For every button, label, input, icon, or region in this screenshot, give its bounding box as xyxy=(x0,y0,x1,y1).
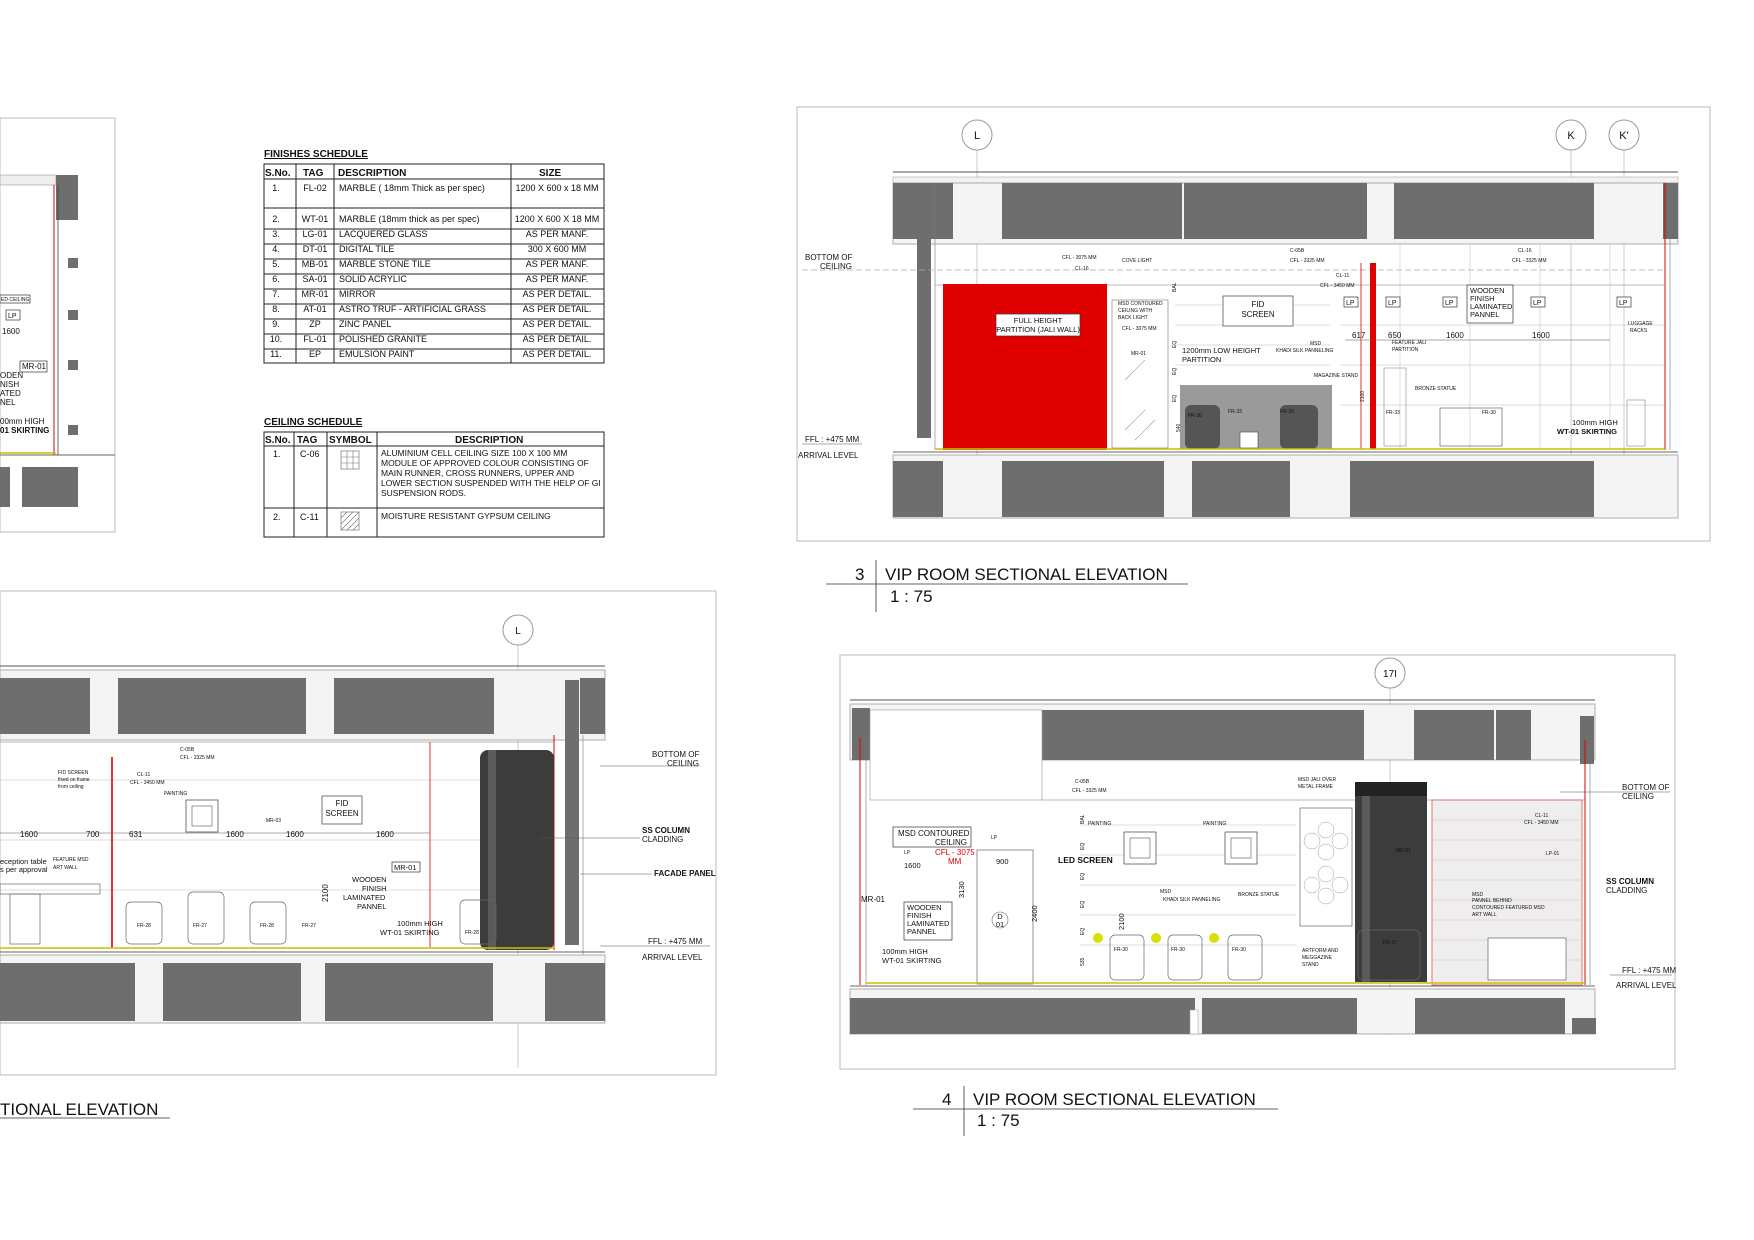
d4-dim-2100: 2100 xyxy=(1117,913,1126,930)
d3-low-partition-2: PARTITION xyxy=(1182,355,1222,364)
finishes-cell-size: AS PER MANF. xyxy=(525,274,589,284)
finishes-cell-tag: FL-02 xyxy=(303,183,327,193)
finishes-cell-tag: WT-01 xyxy=(301,214,329,224)
finishes-cell-tag: EP xyxy=(308,349,322,359)
d3-wooden-2: FINISH xyxy=(1470,294,1495,303)
d4-door-tag-2: 01 xyxy=(995,920,1005,929)
finishes-cell-sno: 3. xyxy=(272,229,280,239)
d4-dim-3130: 3130 xyxy=(957,881,966,898)
d4-led-screen: LED SCREEN xyxy=(1058,855,1113,865)
finishes-cell-sno: 8. xyxy=(272,304,280,314)
annotation-label: BRONZE STATUE xyxy=(1415,386,1457,392)
annotation-label: MAGAZINE STAND xyxy=(1314,373,1359,379)
d3-skirting-2: WT-01 SKIRTING xyxy=(1557,427,1618,436)
finishes-header-tag: TAG xyxy=(303,168,324,179)
annotation-label: MR-01 xyxy=(1396,848,1412,854)
drawing-4-title-block xyxy=(913,1086,1278,1136)
annotation-label: PANNEL BEHIND xyxy=(1472,898,1512,904)
annotation-label: MSD JALI OVER xyxy=(1298,777,1337,783)
finishes-cell-sno: 6. xyxy=(272,274,280,284)
lb-grid-bubble: L xyxy=(515,626,521,637)
finishes-cell-description: MARBLE ( 18mm Thick as per spec) xyxy=(339,183,485,193)
finishes-cell-sno: 2. xyxy=(272,214,280,224)
annotation-label: BAL xyxy=(1080,814,1086,824)
left-top-skirting-1: 00mm HIGH xyxy=(0,417,45,426)
lb-dim-3: 631 xyxy=(129,830,143,839)
annotation-label: RACKS xyxy=(1630,328,1648,334)
finishes-cell-size: AS PER DETAIL. xyxy=(522,304,592,314)
drawing-3-elevation xyxy=(797,107,1710,541)
annotation-label: LUGGAGE xyxy=(1628,321,1653,327)
d3-bottom-ceiling-2: CEILING xyxy=(820,262,853,271)
finishes-cell-sno: 1. xyxy=(272,183,280,193)
lb-bottom-ceiling-1: BOTTOM OF xyxy=(652,750,700,759)
d4-wall-panels xyxy=(1080,825,1296,945)
jali-screen xyxy=(1300,808,1352,926)
d3-skirting-1: 100mm HIGH xyxy=(1572,418,1618,427)
annotation-label: C-05B xyxy=(1290,248,1305,254)
annotation-label: CFL - 3325 MM xyxy=(1290,258,1325,264)
annotation-label: FR-28 xyxy=(260,923,274,929)
finishes-cell-size: AS PER DETAIL. xyxy=(522,289,592,299)
d4-ffl: FFL : +475 MM xyxy=(1622,966,1677,975)
d4-title: VIP ROOM SECTIONAL ELEVATION xyxy=(973,1090,1256,1109)
annotation-label: EQ xyxy=(1172,367,1178,375)
annotation-label: FR-27 xyxy=(1383,940,1397,946)
annotation-label: ART WALL xyxy=(53,865,78,871)
d4-ss-label-1: SS COLUMN xyxy=(1606,877,1654,886)
left-top-wooden-2: NISH xyxy=(0,380,20,389)
lb-fid-1: FID xyxy=(335,799,349,808)
d3-dim-1600-a: 1600 xyxy=(1446,331,1464,340)
annotation-label: MR-03 xyxy=(266,818,282,824)
annotation-label: FR-30 xyxy=(1482,410,1496,416)
annotation-label: fixed on frame xyxy=(58,777,90,783)
d4-bottom-ceiling-2: CEILING xyxy=(1622,792,1655,801)
left-top-wooden-3: ATED xyxy=(0,389,21,398)
d3-bottom-ceiling-1: BOTTOM OF xyxy=(805,253,853,262)
finishes-header-size: SIZE xyxy=(539,168,562,179)
left-top-skirting-2: 01 SKIRTING xyxy=(0,426,50,435)
finishes-cell-sno: 4. xyxy=(272,244,280,254)
ceiling-header-description: DESCRIPTION xyxy=(455,435,524,446)
annotation-label: CEILING WITH xyxy=(1118,308,1153,314)
ceiling-row2-desc: MOISTURE RESISTANT GYPSUM CEILING xyxy=(381,511,551,521)
finishes-cell-tag: DT-01 xyxy=(302,244,328,254)
ceiling-row1-desc-5: SUSPENSION RODS. xyxy=(381,488,467,498)
annotation-label: LP xyxy=(904,850,911,856)
finishes-cell-description: DIGITAL TILE xyxy=(339,244,395,254)
annotation-label: EQ xyxy=(1080,872,1086,880)
annotation-label: FR-27 xyxy=(193,923,207,929)
finishes-cell-sno: 5. xyxy=(272,259,280,269)
lb-skirting-2: WT-01 SKIRTING xyxy=(380,928,440,937)
d3-lp-5: LP xyxy=(1619,300,1628,307)
jali-wall-partition xyxy=(943,284,1107,450)
finishes-cell-size: 1200 X 600 x 18 MM xyxy=(515,183,599,193)
d4-scale: 1 : 75 xyxy=(977,1111,1020,1130)
lb-dim-5: 1600 xyxy=(286,830,304,839)
lb-reception-2: s per approval xyxy=(0,865,48,874)
lb-wooden-4: PANNEL xyxy=(357,902,387,911)
lb-wooden-2: FINISH xyxy=(362,884,387,893)
annotation-label: ART WALL xyxy=(1472,912,1497,918)
d3-ffl: FFL : +475 MM xyxy=(805,435,860,444)
annotation-label: PAINTING xyxy=(164,791,188,797)
annotation-label: C-05B xyxy=(180,747,195,753)
annotation-label: CFL - 3450 MM xyxy=(1320,283,1355,289)
ceiling-row1-desc-1: ALUMINIUM CELL CEILING SIZE 100 X 100 MM xyxy=(381,448,568,458)
annotation-label: CFL - 3325 MM xyxy=(1072,788,1107,794)
d3-fid-label-1: FID xyxy=(1251,300,1265,309)
lb-dim-1: 1600 xyxy=(20,830,38,839)
left-top-label-ceiling: ED CEILING xyxy=(1,297,30,303)
left-top-wooden-4: NEL xyxy=(0,398,16,407)
ceiling-row1-desc-4: LOWER SECTION SUSPENDED WITH THE HELP OF GI xyxy=(381,478,601,488)
annotation-label: CL-16 xyxy=(1518,248,1532,254)
annotation-label: BRONZE STATUE xyxy=(1238,892,1280,898)
finishes-cell-tag: AT-01 xyxy=(303,304,327,314)
annotation-label: LP-01 xyxy=(1546,851,1560,857)
finishes-cell-tag: MB-01 xyxy=(301,259,329,269)
finishes-cell-sno: 10. xyxy=(269,334,283,344)
lb-bottom-ceiling-2: CEILING xyxy=(667,759,700,768)
annotation-label: EQ xyxy=(1080,842,1086,850)
annotation-label: FR-28 xyxy=(465,930,479,936)
finishes-cell-size: AS PER DETAIL. xyxy=(522,334,592,344)
annotation-label: BACK LIGHT xyxy=(1118,315,1148,321)
annotation-label: PAINTING xyxy=(1203,821,1227,827)
annotation-label: CFL - 3450 MM xyxy=(1524,820,1559,826)
ceiling-row1-sno: 1. xyxy=(273,449,281,459)
annotation-label: KHADI SILK PANNELING xyxy=(1276,348,1334,354)
finishes-cell-description: MARBLE (18mm thick as per spec) xyxy=(339,214,480,224)
annotation-label: EQ xyxy=(1080,927,1086,935)
annotation-label: EQ xyxy=(1172,394,1178,402)
annotation-label: COVE LIGHT xyxy=(1122,258,1153,264)
d3-partition-label-1: FULL HEIGHT xyxy=(1013,316,1063,325)
annotation-label: C-05B xyxy=(1075,779,1090,785)
annotation-label: CFL - 3450 MM xyxy=(130,780,165,786)
ceiling-schedule xyxy=(264,417,604,537)
ceiling-header-symbol: SYMBOL xyxy=(329,435,372,446)
d4-wooden-4: PANNEL xyxy=(907,927,937,936)
annotation-label: CFL - 3075 MM xyxy=(1062,255,1097,261)
lb-skirting-1: 100mm HIGH xyxy=(397,919,443,928)
annotation-label: CFL - 3325 MM xyxy=(180,755,215,761)
annotation-label: 535 xyxy=(1080,957,1086,966)
lb-ss-1: SS COLUMN xyxy=(642,826,690,835)
d4-grid-bubble: 17I xyxy=(1383,669,1397,680)
d3-lp-1: LP xyxy=(1346,300,1355,307)
annotation-label: ARTFORM AND xyxy=(1302,948,1339,954)
d3-fid-label-2: SCREEN xyxy=(1241,310,1275,319)
d3-wooden-3: LAMINATED xyxy=(1470,302,1513,311)
annotation-label: PARTITION xyxy=(1392,347,1419,353)
lb-annotations xyxy=(53,747,479,936)
finishes-header-description: DESCRIPTION xyxy=(338,168,407,179)
lb-wooden-3: LAMINATED xyxy=(343,893,386,902)
annotation-label: FR-30 xyxy=(1171,947,1185,953)
grid-bubble-l: L xyxy=(973,130,981,142)
finishes-cell-sno: 11. xyxy=(270,349,282,359)
annotation-label: MSD xyxy=(1310,341,1322,347)
left-top-dim: 1600 xyxy=(2,327,20,336)
finishes-cell-description: SOLID ACRYLIC xyxy=(339,274,407,284)
left-bottom-elevation xyxy=(0,591,716,1075)
finishes-cell-description: ZINC PANEL xyxy=(339,319,392,329)
finishes-cell-size: AS PER MANF. xyxy=(525,259,589,269)
d3-wooden-4: PANNEL xyxy=(1470,310,1500,319)
d4-wooden-3: LAMINATED xyxy=(907,919,950,928)
finishes-cell-sno: 7. xyxy=(272,289,280,299)
d4-wooden-1: WOODEN xyxy=(907,903,942,912)
ceiling-row1-desc-3: MAIN RUNNER, CROSS RUNNERS, UPPER AND xyxy=(381,468,575,478)
annotation-label: CL-11 xyxy=(137,772,151,778)
ceiling-row2-sno: 2. xyxy=(273,512,281,522)
lb-dim-2100: 2100 xyxy=(321,884,330,902)
ceiling-header-tag: TAG xyxy=(297,435,318,446)
annotation-label: 540 xyxy=(1176,423,1182,432)
drawing-4-elevation xyxy=(840,655,1677,1069)
annotation-label: CFL - 3325 MM xyxy=(1512,258,1547,264)
annotation-label: CL-16 xyxy=(1075,266,1089,272)
d4-wooden-2: FINISH xyxy=(907,911,932,920)
drawing-3-title-block xyxy=(826,560,1188,612)
finishes-cell-description: LACQUERED GLASS xyxy=(339,229,428,239)
annotation-label: EQ xyxy=(1080,900,1086,908)
lb-dim-2: 700 xyxy=(86,830,100,839)
annotation-label: FR-28 xyxy=(137,923,151,929)
d4-msd-1: MSD CONTOURED xyxy=(898,829,970,838)
finishes-cell-size: AS PER DETAIL. xyxy=(522,319,592,329)
annotation-label: FID SCREEN xyxy=(58,770,89,776)
d4-ss-label-2: CLADDING xyxy=(1606,886,1648,895)
grid-bubble-k-prime: K' xyxy=(1619,130,1629,142)
annotation-label: STAND xyxy=(1302,962,1319,968)
annotation-label: BAL xyxy=(1172,282,1178,292)
d3-partition-label-2: PARTITION (JALI WALL) xyxy=(996,325,1080,334)
lb-fid-2: SCREEN xyxy=(325,809,359,818)
left-top-wooden-1: ODEN xyxy=(0,371,24,380)
d4-lamps xyxy=(1093,933,1219,943)
annotation-label: LP xyxy=(991,835,998,841)
finishes-cell-size: AS PER MANF. xyxy=(525,229,589,239)
finishes-cell-description: MARBLE STONE TILE xyxy=(339,259,431,269)
annotation-label: FR-27 xyxy=(302,923,316,929)
lb-facade: FACADE PANEL xyxy=(654,869,716,878)
annotation-label: FEATURE MSD xyxy=(53,857,89,863)
lb-wooden-1: WOODEN xyxy=(352,875,387,884)
d4-mr-label: MR-01 xyxy=(861,895,886,904)
annotation-label: METAL FRAME xyxy=(1298,784,1334,790)
annotation-label: MSD xyxy=(1472,892,1484,898)
finishes-cell-description: EMULSION PAINT xyxy=(339,349,415,359)
annotation-label: KHADI SILK PANNELING xyxy=(1163,897,1221,903)
d4-bottom-ceiling-1: BOTTOM OF xyxy=(1622,783,1670,792)
d3-dim-650: 650 xyxy=(1388,331,1402,340)
finishes-cell-tag: FL-01 xyxy=(303,334,327,344)
ceiling-schedule-title: CEILING SCHEDULE xyxy=(264,417,363,428)
lb-mr: MR-01 xyxy=(394,863,417,872)
lb-dim-6: 1600 xyxy=(376,830,394,839)
left-bottom-title-block xyxy=(0,1100,170,1119)
lb-title: TIONAL ELEVATION xyxy=(0,1100,159,1119)
annotation-label: CL-11 xyxy=(1535,813,1549,819)
annotation-label: CFL - 3075 MM xyxy=(1122,326,1157,332)
d3-arrival-level: ARRIVAL LEVEL xyxy=(798,451,859,460)
finishes-cell-description: ASTRO TRUF - ARTIFICIAL GRASS xyxy=(339,304,486,314)
annotation-label: CL-11 xyxy=(1336,273,1350,279)
d4-skirting-2: WT-01 SKIRTING xyxy=(882,956,942,965)
d4-msd-2: CEILING xyxy=(935,838,968,847)
d3-number: 3 xyxy=(855,565,865,584)
lb-arrival: ARRIVAL LEVEL xyxy=(642,953,703,962)
annotation-label: FEATURE JALI xyxy=(1392,340,1427,346)
annotation-label: MSD CONTOURED xyxy=(1118,301,1163,307)
d4-number: 4 xyxy=(942,1090,952,1109)
finishes-cell-sno: 9. xyxy=(272,319,280,329)
annotation-label: PAINTING xyxy=(1088,821,1112,827)
finishes-cell-description: MIRROR xyxy=(339,289,376,299)
ceiling-header-sno: S.No. xyxy=(265,435,291,446)
d4-arrival-level: ARRIVAL LEVEL xyxy=(1616,981,1677,990)
annotation-label: FR-30 xyxy=(1280,409,1294,415)
d4-dim-2400: 2400 xyxy=(1030,905,1039,922)
left-top-label-lp: LP xyxy=(8,313,17,320)
annotation-label: MR-01 xyxy=(1131,351,1147,357)
d3-scale: 1 : 75 xyxy=(890,587,933,606)
ceiling-row1-desc-2: MODULE OF APPROVED COLOUR CONSISTING OF xyxy=(381,458,589,468)
d3-wooden-1: WOODEN xyxy=(1470,286,1505,295)
hatch-ceiling-symbol xyxy=(341,512,359,530)
ceiling-row2-tag: C-11 xyxy=(300,512,319,522)
d3-dim-617: 617 xyxy=(1352,331,1366,340)
finishes-schedule-title: FINISHES SCHEDULE xyxy=(264,149,368,160)
finishes-schedule xyxy=(264,149,604,363)
grid-bubble-k: K xyxy=(1567,130,1575,142)
finishes-cell-size: 300 X 600 MM xyxy=(527,244,587,254)
annotation-label: FR-30 xyxy=(1232,947,1246,953)
d4-door-tag-1: D xyxy=(997,912,1003,921)
finishes-cell-tag: ZP xyxy=(309,319,321,329)
grid-ceiling-symbol xyxy=(341,451,359,469)
annotation-label: FR-33 xyxy=(1228,409,1242,415)
d3-lp-3: LP xyxy=(1445,300,1454,307)
finishes-cell-tag: MR-01 xyxy=(301,289,329,299)
finishes-cell-size: AS PER DETAIL. xyxy=(522,349,592,359)
annotation-label: EQ xyxy=(1172,340,1178,348)
d3-lp-4: LP xyxy=(1533,300,1542,307)
d3-lp-2: LP xyxy=(1388,300,1397,307)
lb-dim-4: 1600 xyxy=(226,830,244,839)
annotation-label: FR-33 xyxy=(1386,410,1400,416)
d4-skirting-1: 100mm HIGH xyxy=(882,947,928,956)
d4-dim-1600: 1600 xyxy=(904,861,921,870)
d4-dim-900: 900 xyxy=(996,857,1009,866)
finishes-cell-size: 1200 X 600 X 18 MM xyxy=(514,214,600,224)
annotation-label: CONTOURED FEATURED MSD xyxy=(1472,905,1545,911)
d3-dim-1600-b: 1600 xyxy=(1532,331,1550,340)
finishes-cell-tag: SA-01 xyxy=(302,274,328,284)
finishes-cell-description: POLISHED GRANITE xyxy=(339,334,428,344)
annotation-label: FR-30 xyxy=(1188,413,1202,419)
lb-reception-1: eception table xyxy=(0,857,47,866)
annotation-label: MSD xyxy=(1160,889,1172,895)
finishes-cell-tag: LG-01 xyxy=(302,229,328,239)
left-top-label-mr: MR-01 xyxy=(22,362,47,371)
finishes-header-sno: S.No. xyxy=(265,168,291,179)
annotation-label: 2100 xyxy=(1360,390,1366,402)
d3-title: VIP ROOM SECTIONAL ELEVATION xyxy=(885,565,1168,584)
annotation-label: from ceiling xyxy=(58,784,84,790)
lb-ss-2: CLADDING xyxy=(642,835,684,844)
ceiling-row1-tag: C-06 xyxy=(300,449,320,459)
annotation-label: MEGGAZINE xyxy=(1302,955,1333,961)
left-top-partial-elevation xyxy=(0,118,115,532)
annotation-label: FR-30 xyxy=(1114,947,1128,953)
d4-cfl-red-2: MM xyxy=(948,857,962,866)
d3-low-partition-1: 1200mm LOW HEIGHT xyxy=(1182,346,1261,355)
d4-cfl-red-1: CFL - 3075 xyxy=(935,848,975,857)
lb-ffl: FFL : +475 MM xyxy=(648,937,703,946)
